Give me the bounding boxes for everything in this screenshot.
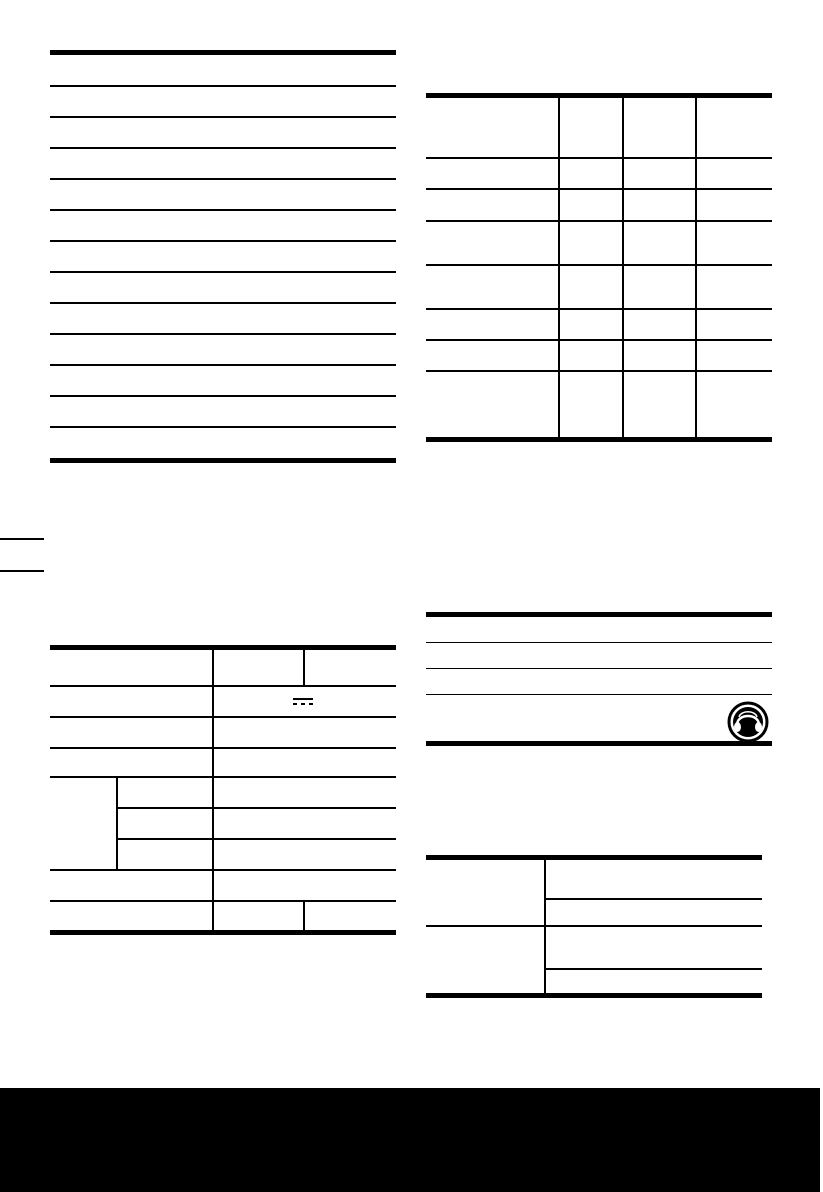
table-row-rule bbox=[116, 838, 396, 840]
page-footer-bar bbox=[0, 1088, 820, 1192]
table-row-rule bbox=[116, 807, 396, 809]
table-row-rule bbox=[50, 685, 396, 687]
table-top-rule bbox=[50, 50, 396, 55]
table-row-rule bbox=[50, 716, 396, 718]
table-bottom-rule bbox=[50, 930, 396, 935]
table-row-rule bbox=[50, 747, 396, 749]
table-row-rule bbox=[426, 694, 772, 695]
table-row-rule bbox=[426, 642, 772, 643]
table-row-rule bbox=[426, 188, 772, 190]
table-row-rule bbox=[50, 271, 396, 273]
table-top-rule bbox=[426, 93, 772, 98]
margin-tab-mark bbox=[0, 538, 44, 540]
margin-tab-mark bbox=[0, 570, 44, 572]
table-row-rule bbox=[426, 339, 772, 341]
table-bottom-rule bbox=[426, 437, 772, 442]
table-row-rule bbox=[50, 364, 396, 366]
table-row-rule bbox=[426, 370, 772, 372]
table-column-rule bbox=[116, 776, 118, 870]
table-top-rule bbox=[50, 645, 396, 650]
table-row-rule bbox=[50, 333, 396, 335]
table-row-rule bbox=[50, 302, 396, 304]
table-column-rule bbox=[558, 93, 560, 440]
table-row-rule bbox=[50, 178, 396, 180]
table-row-rule bbox=[50, 395, 396, 397]
table-row-rule bbox=[50, 209, 396, 211]
table-row-rule bbox=[50, 776, 396, 778]
table-column-rule bbox=[212, 645, 214, 933]
table-column-rule bbox=[622, 93, 624, 440]
table-row-rule bbox=[50, 869, 396, 871]
table-row-rule bbox=[426, 925, 762, 927]
table-bottom-rule bbox=[426, 741, 772, 746]
table-column-rule bbox=[695, 93, 697, 440]
table-row-rule bbox=[50, 116, 396, 118]
table-row-rule bbox=[426, 220, 772, 222]
table-row-rule bbox=[544, 898, 762, 900]
ear-protection-icon bbox=[724, 701, 772, 743]
direct-current-icon bbox=[293, 698, 313, 706]
table-row-rule bbox=[426, 264, 772, 266]
table-row-rule bbox=[50, 85, 396, 87]
table-top-rule bbox=[426, 612, 772, 617]
table-row-rule bbox=[426, 308, 772, 310]
table-row-rule bbox=[50, 147, 396, 149]
table-column-rule bbox=[303, 645, 305, 686]
table-row-rule bbox=[544, 968, 762, 970]
table-column-rule bbox=[303, 902, 305, 933]
table-row-rule bbox=[50, 240, 396, 242]
table-row-rule bbox=[426, 157, 772, 159]
table-bottom-rule bbox=[426, 993, 762, 998]
table-bottom-rule bbox=[50, 458, 396, 463]
table-top-rule bbox=[426, 855, 762, 860]
table-row-rule bbox=[50, 900, 396, 902]
table-row-rule bbox=[50, 426, 396, 428]
table-row-rule bbox=[426, 668, 772, 669]
